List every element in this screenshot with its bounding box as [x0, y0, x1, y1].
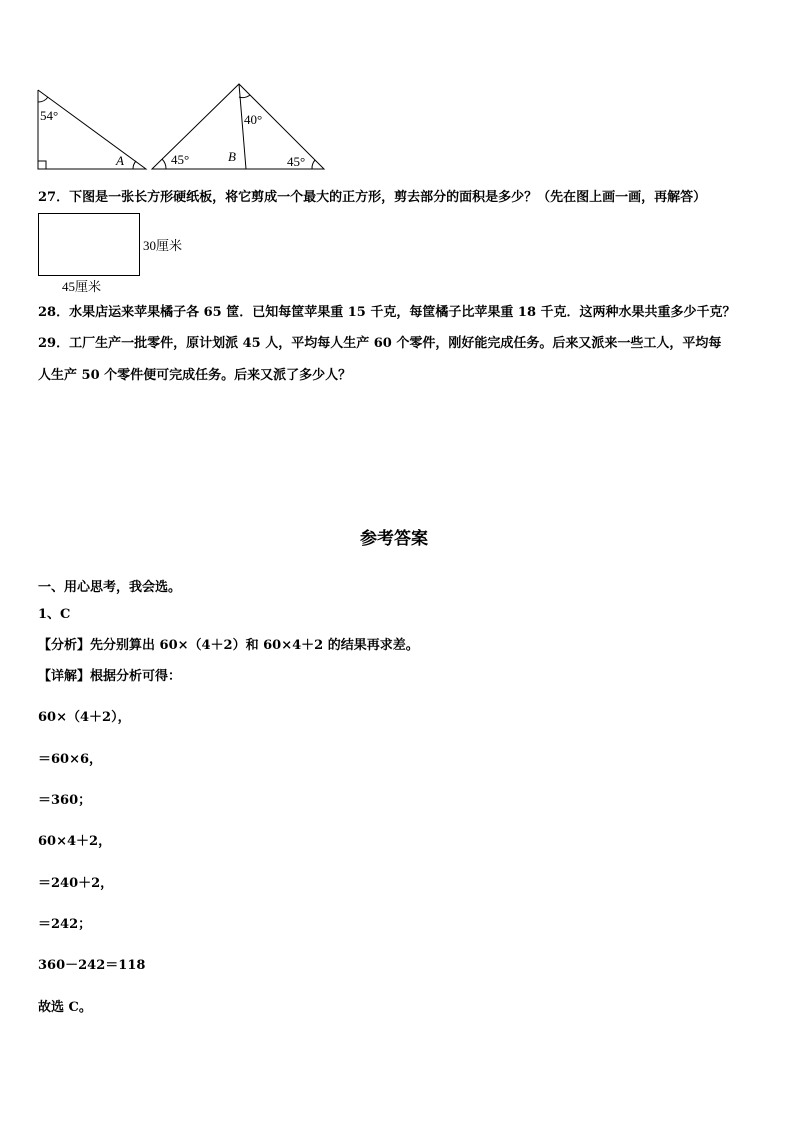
right-triangle [152, 84, 324, 169]
step-3: ＝360； [38, 793, 92, 808]
step-4: 60×4＋2， [38, 834, 112, 849]
step-6: ＝242； [38, 917, 92, 932]
question-27: 27．下图是一张长方形硬纸板，将它剪成一个最大的正方形，剪去部分的面积是多少？（先在图上画一画，再解答） [38, 190, 707, 205]
question-29-line-1: 29．工厂生产一批零件，原计划派 45 人，平均每人生产 60 个零件，刚好能完成任务。后来又派来一些工人，平均每 [38, 336, 722, 351]
detail-text: 【详解】根据分析可得： [38, 669, 182, 684]
step-5: ＝240＋2， [38, 876, 114, 891]
conclusion: 故选 C。 [38, 1000, 92, 1015]
section-heading: 一、用心思考，我会选。 [38, 580, 182, 595]
left-triangle-top-angle: 54° [40, 108, 59, 123]
answers-title: 参考答案 [360, 529, 428, 549]
right-triangle-left-angle: 45° [171, 152, 190, 167]
question-28: 28．水果店运来苹果橘子各 65 筐．已知每筐苹果重 15 千克，每筐橘子比苹果重 18 千克．这两种水果共重多少千克？ [38, 305, 736, 320]
rectangle-height-label: 30厘米 [143, 238, 183, 253]
question-29-line-2: 人生产 50 个零件便可完成任务。后来又派了多少人？ [38, 368, 352, 383]
analysis-text: 【分析】先分别算出 60×（4＋2）和 60×4＋2 的结果再求差。 [38, 638, 419, 653]
answer-item-1: 1、C [38, 607, 71, 622]
triangle-figures [0, 0, 794, 180]
right-triangle-top-angle: 40° [244, 112, 263, 127]
right-triangle-point-b: B [228, 149, 236, 164]
left-triangle [38, 90, 146, 169]
right-triangle-right-angle: 45° [287, 154, 306, 169]
step-1: 60×（4＋2）， [38, 710, 131, 725]
step-2: ＝60×6， [38, 752, 103, 767]
rectangle-width-label: 45厘米 [62, 279, 102, 294]
step-7: 360－242＝118 [38, 958, 146, 973]
left-triangle-angle-a: A [116, 153, 124, 168]
rectangle-figure [38, 213, 140, 276]
